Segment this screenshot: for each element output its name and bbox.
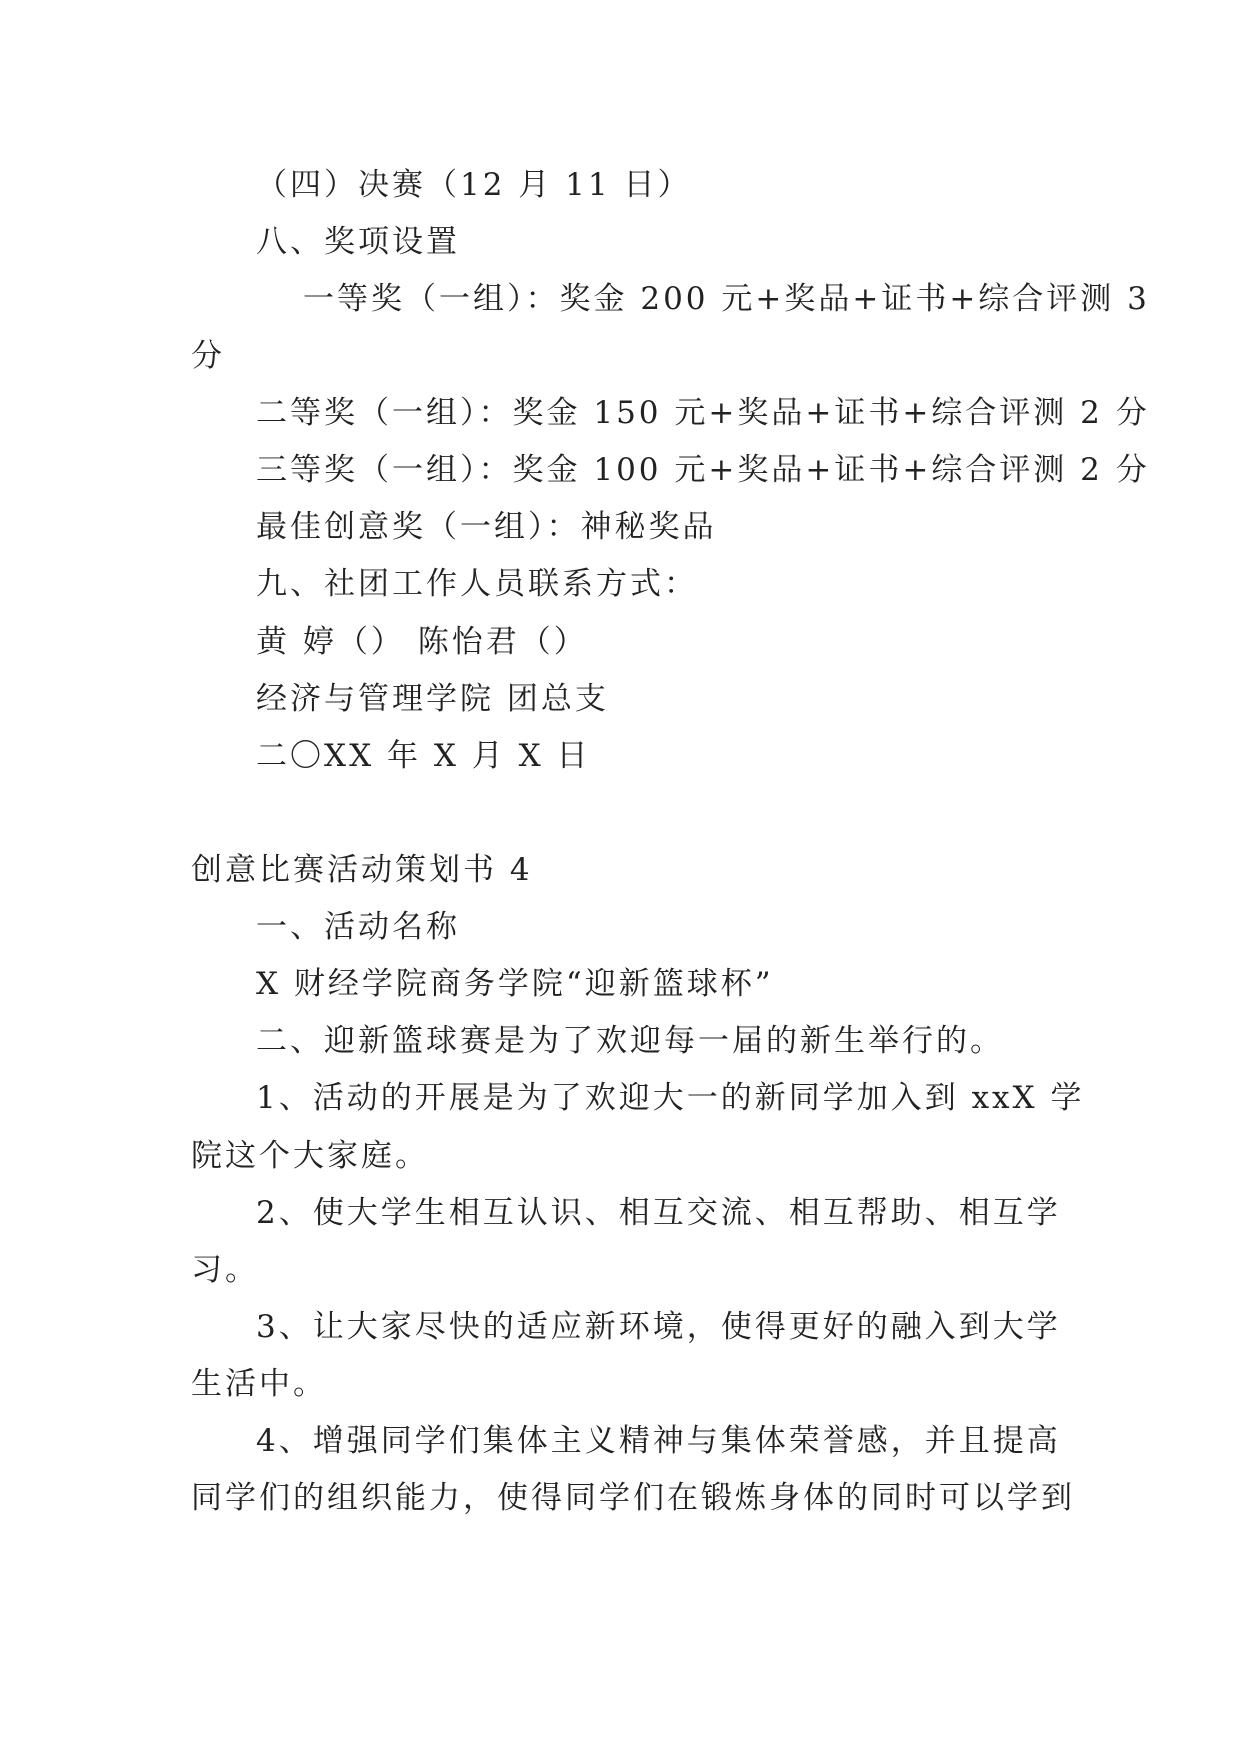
text-line: 三等奖（一组）：奖金 100 元+奖品+证书+综合评测 2 分	[256, 452, 1150, 488]
text-line: 4、增强同学们集体主义精神与集体荣誉感，并且提高	[256, 1423, 1061, 1459]
text-line: 习。	[191, 1252, 259, 1288]
text-line: 3、让大家尽快的适应新环境，使得更好的融入到大学	[256, 1309, 1061, 1345]
text-line: 一等奖（一组）：奖金 200 元+奖品+证书+综合评测 3	[303, 281, 1150, 317]
text-line: 1、活动的开展是为了欢迎大一的新同学加入到 xxX 学	[256, 1080, 1085, 1116]
text-line: 同学们的组织能力，使得同学们在锻炼身体的同时可以学到	[191, 1480, 1075, 1516]
text-line: 院这个大家庭。	[191, 1138, 429, 1174]
text-line: 生活中。	[191, 1366, 327, 1402]
text-line: （四）决赛（12 月 11 日）	[256, 167, 692, 203]
text-line: 最佳创意奖（一组）：神秘奖品	[256, 509, 717, 545]
section-heading: 八、奖项设置	[256, 224, 460, 260]
text-line: 经济与管理学院 团总支	[256, 681, 609, 717]
text-line: 二〇XX 年 X 月 X 日	[256, 738, 591, 774]
text-line: 2、使大学生相互认识、相互交流、相互帮助、相互学	[256, 1195, 1061, 1231]
section-heading: 九、社团工作人员联系方式：	[256, 566, 698, 602]
text-line: 黄 婷（） 陈怡君（）	[256, 624, 588, 660]
document-title: 创意比赛活动策划书 4	[191, 852, 533, 888]
text-line: 二等奖（一组）：奖金 150 元+奖品+证书+综合评测 2 分	[256, 395, 1150, 431]
section-heading: 一、活动名称	[256, 909, 460, 945]
text-line: X 财经学院商务学院“迎新篮球杯”	[256, 966, 774, 1002]
text-line: 分	[191, 338, 225, 374]
section-heading: 二、迎新篮球赛是为了欢迎每一届的新生举行的。	[256, 1023, 1004, 1059]
